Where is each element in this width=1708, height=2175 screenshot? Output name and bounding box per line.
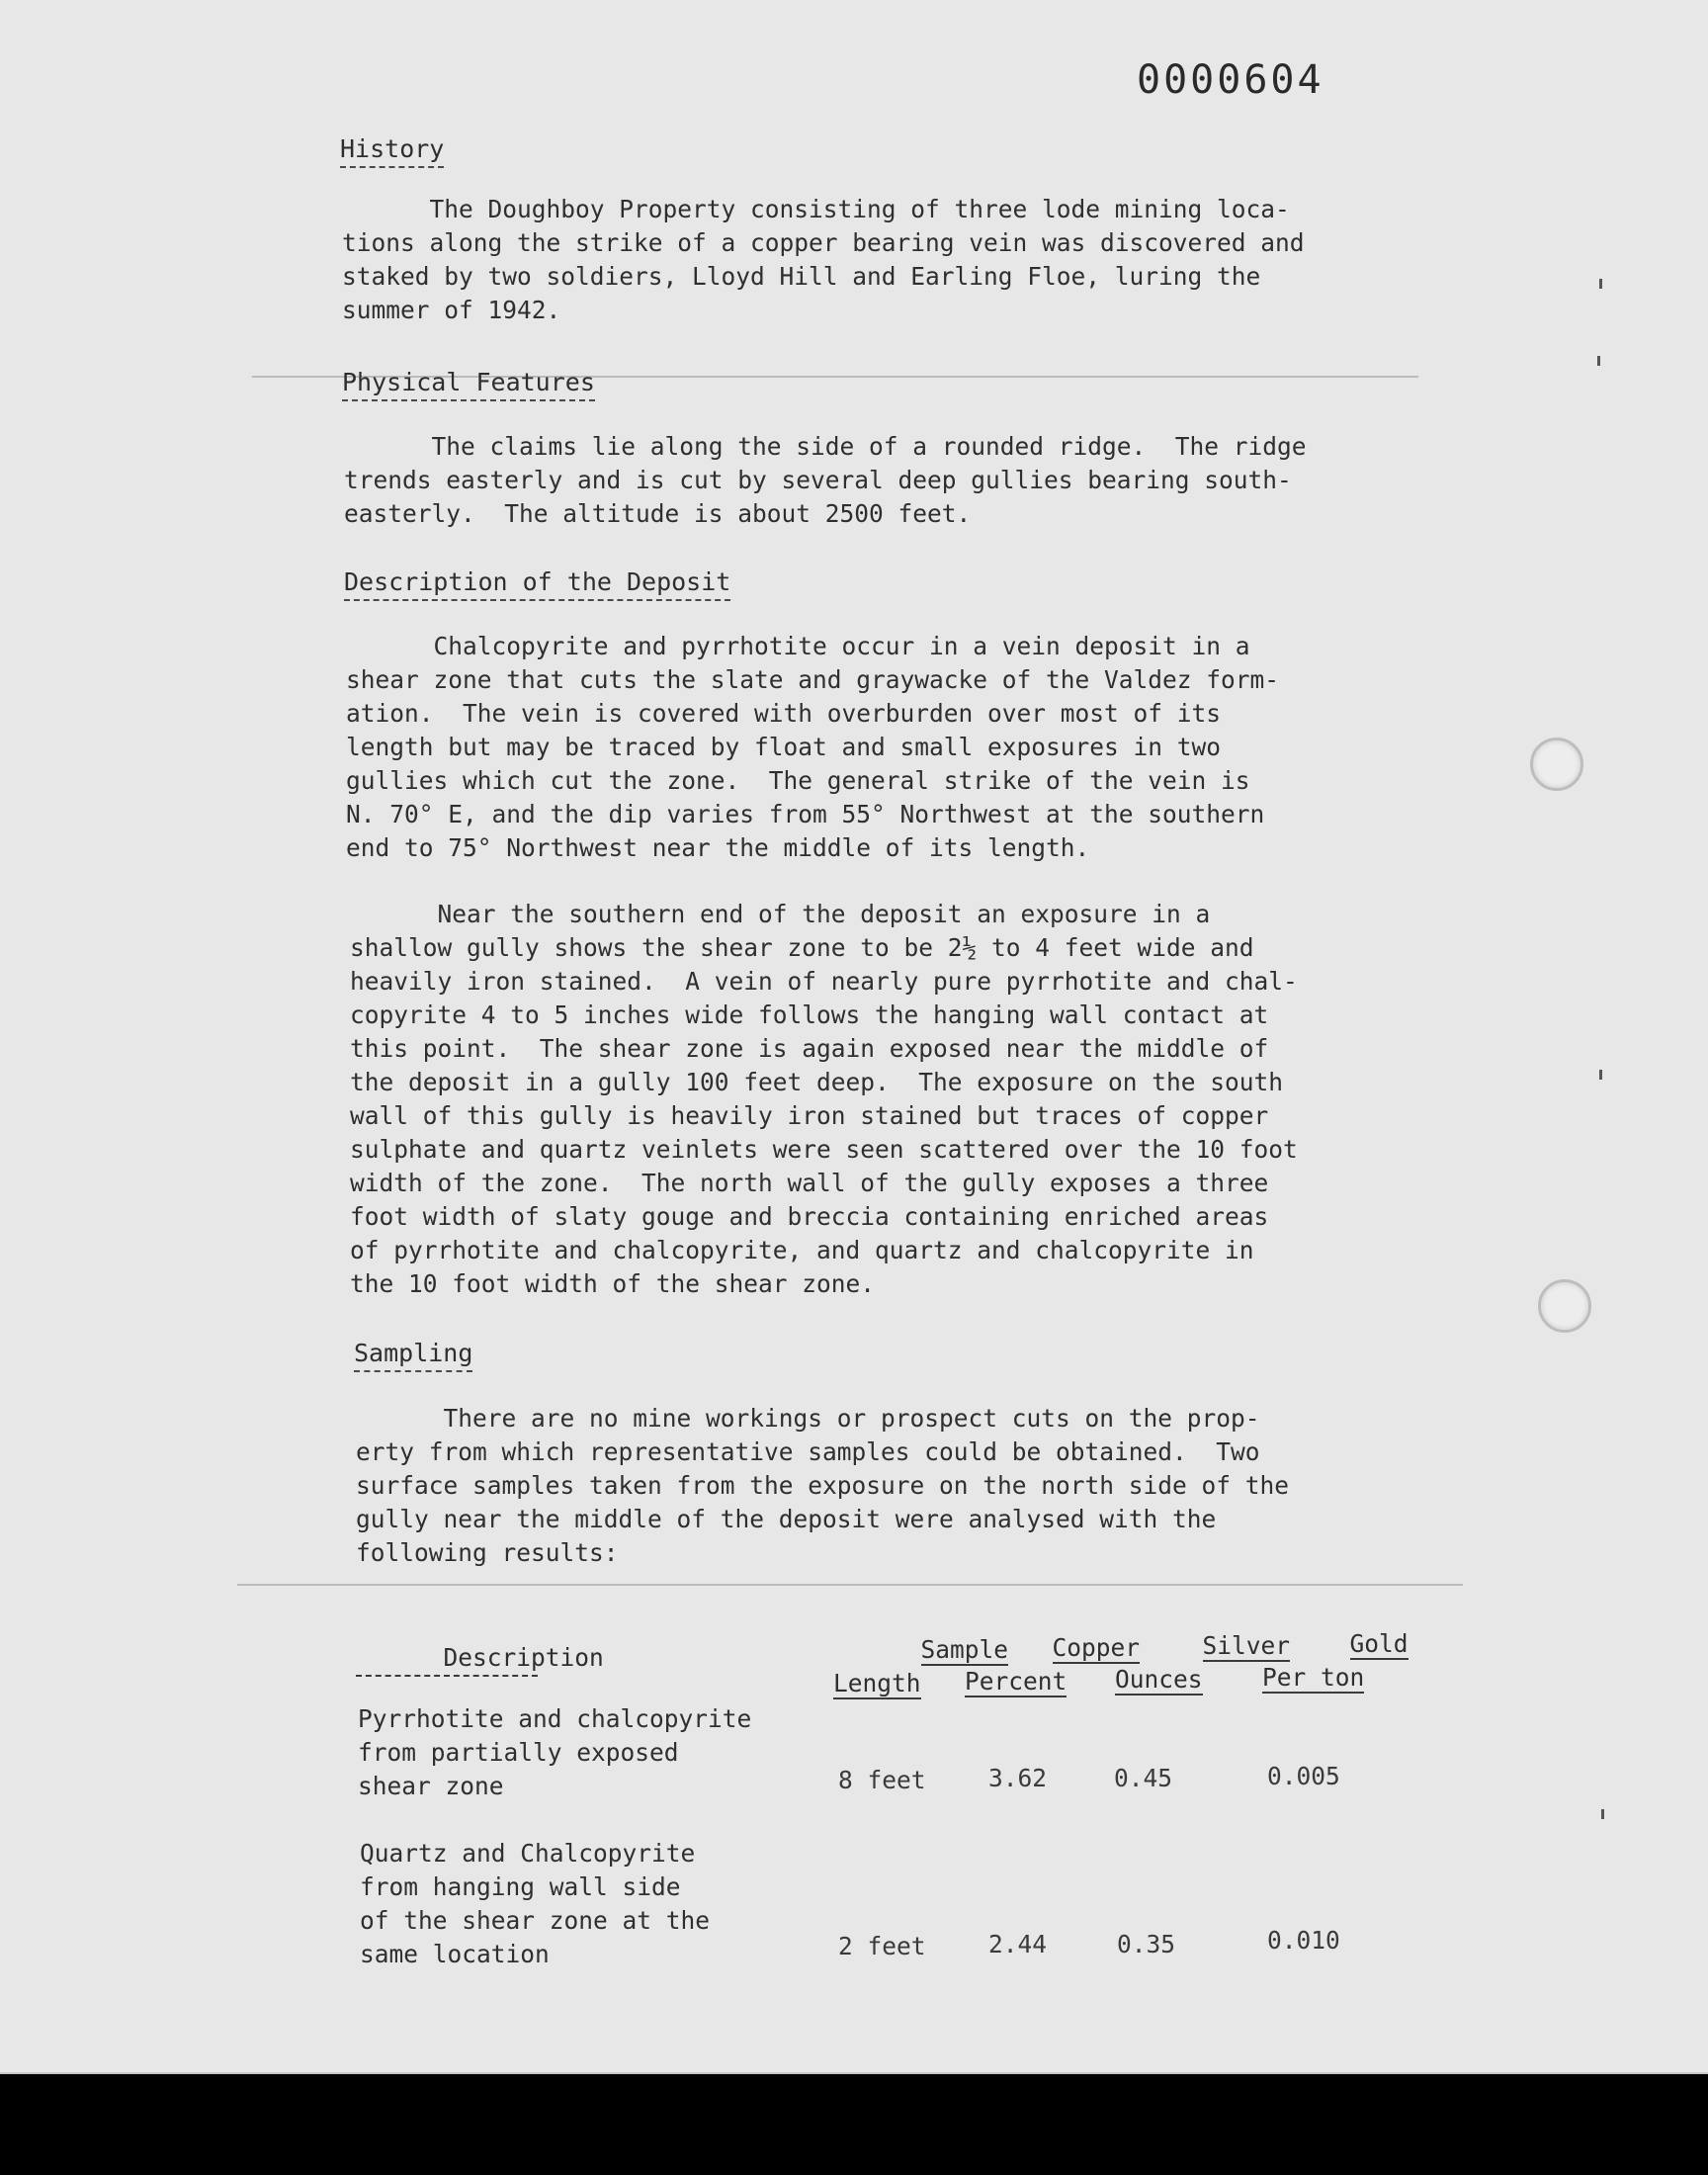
row-gold: 0.005 [1267, 1762, 1340, 1790]
document-number: 0000604 [1137, 57, 1324, 103]
bleed-through-rule [237, 1584, 1463, 1586]
text-line: easterly. The altitude is about 2500 feet. [344, 499, 972, 528]
scan-speck [1599, 1070, 1602, 1080]
description-paragraph-2 [350, 898, 1298, 1301]
row-sample-length: 8 feet [838, 1766, 926, 1794]
description-paragraph-1 [346, 630, 1279, 865]
text-line: this point. The shear zone is again exposed near the middle of [350, 1034, 1269, 1063]
table-header-copper: Copper Percent [965, 1633, 1141, 1696]
text-line: sulphate and quartz veinlets were seen scattered over the 10 foot [350, 1135, 1298, 1164]
text-line: shear zone that cuts the slate and graywacke of the Valdez form- [346, 665, 1280, 694]
text-line: the deposit in a gully 100 feet deep. The exposure on the south [350, 1068, 1284, 1096]
text-line: gullies which cut the zone. The general strike of the vein is [346, 766, 1250, 795]
text-line: width of the zone. The north wall of the gully exposes a three [350, 1169, 1269, 1197]
text-line: summer of 1942. [342, 296, 561, 324]
punch-hole [1538, 1279, 1591, 1333]
scan-speck [1599, 279, 1602, 289]
row-description: Pyrrhotite and chalcopyrite from partially exposed shear zone [358, 1704, 752, 1800]
table-header-gold: Gold Per ton [1262, 1629, 1409, 1692]
row-sample-length: 2 feet [838, 1932, 926, 1960]
punch-hole [1530, 738, 1583, 791]
text-line: Chalcopyrite and pyrrhotite occur in a vein deposit in a [346, 632, 1250, 660]
text-line: end to 75° Northwest near the middle of its length. [346, 833, 1090, 862]
text-line: erty from which representative samples could be obtained. Two [356, 1437, 1260, 1466]
text-line: following results: [356, 1538, 619, 1567]
history-paragraph [342, 193, 1305, 327]
scan-speck [1601, 1809, 1604, 1819]
sampling-paragraph [356, 1402, 1289, 1570]
text-line: ation. The vein is covered with overburden over most of its [346, 699, 1222, 728]
scan-speck [1597, 356, 1600, 366]
table-header-underline [356, 1675, 538, 1677]
table-header-sample-length: Sample Length [833, 1635, 1009, 1697]
text-line: the 10 foot width of the shear zone. [350, 1269, 876, 1298]
physical-features-paragraph [344, 430, 1307, 531]
table-row [358, 1702, 751, 1803]
text-line: shallow gully shows the shear zone to be 2½ to 4 feet wide and [350, 933, 1254, 962]
history-heading: History [340, 134, 444, 168]
text-line: The Doughboy Property consisting of three lode mining loca- [342, 195, 1290, 223]
text-line: heavily iron stained. A vein of nearly pure pyrrhotite and chal- [350, 967, 1298, 996]
text-line: There are no mine workings or prospect cuts on the prop- [356, 1404, 1260, 1433]
text-line: staked by two soldiers, Lloyd Hill and Earling Floe, luring the [342, 262, 1261, 291]
description-heading: Description of the Deposit [344, 567, 730, 601]
row-gold: 0.010 [1267, 1926, 1340, 1955]
text-line: foot width of slaty gouge and breccia containing enriched areas [350, 1202, 1269, 1231]
row-copper: 3.62 [988, 1764, 1048, 1792]
text-line: The claims lie along the side of a rounded ridge. The ridge [344, 432, 1307, 461]
row-copper: 2.44 [988, 1930, 1048, 1958]
text-line: copyrite 4 to 5 inches wide follows the hanging wall contact at [350, 1000, 1269, 1029]
row-description: Quartz and Chalcopyrite from hanging wall side of the shear zone at the same location [360, 1839, 711, 1968]
text-line: Near the southern end of the deposit an exposure in a [350, 900, 1211, 928]
text-line: surface samples taken from the exposure on the north side of the [356, 1471, 1290, 1500]
table-header-description: Description [443, 1643, 604, 1672]
text-line: wall of this gully is heavily iron stained but traces of copper [350, 1101, 1269, 1130]
row-silver: 0.35 [1117, 1930, 1176, 1958]
text-line: tions along the strike of a copper bearing vein was discovered and [342, 228, 1305, 257]
text-line: N. 70° E, and the dip varies from 55° Northwest at the southern [346, 800, 1265, 828]
text-line: gully near the middle of the deposit were analysed with the [356, 1505, 1217, 1533]
text-line: length but may be traced by float and small exposures in two [346, 733, 1222, 761]
row-silver: 0.45 [1114, 1764, 1173, 1792]
table-header-silver: Silver Ounces [1115, 1631, 1291, 1694]
text-line: of pyrrhotite and chalcopyrite, and quartz and chalcopyrite in [350, 1236, 1254, 1264]
table-row [360, 1837, 710, 1971]
text-line: trends easterly and is cut by several deep gullies bearing south- [344, 466, 1292, 494]
sampling-heading: Sampling [354, 1339, 472, 1372]
physical-features-heading: Physical Features [342, 368, 595, 401]
